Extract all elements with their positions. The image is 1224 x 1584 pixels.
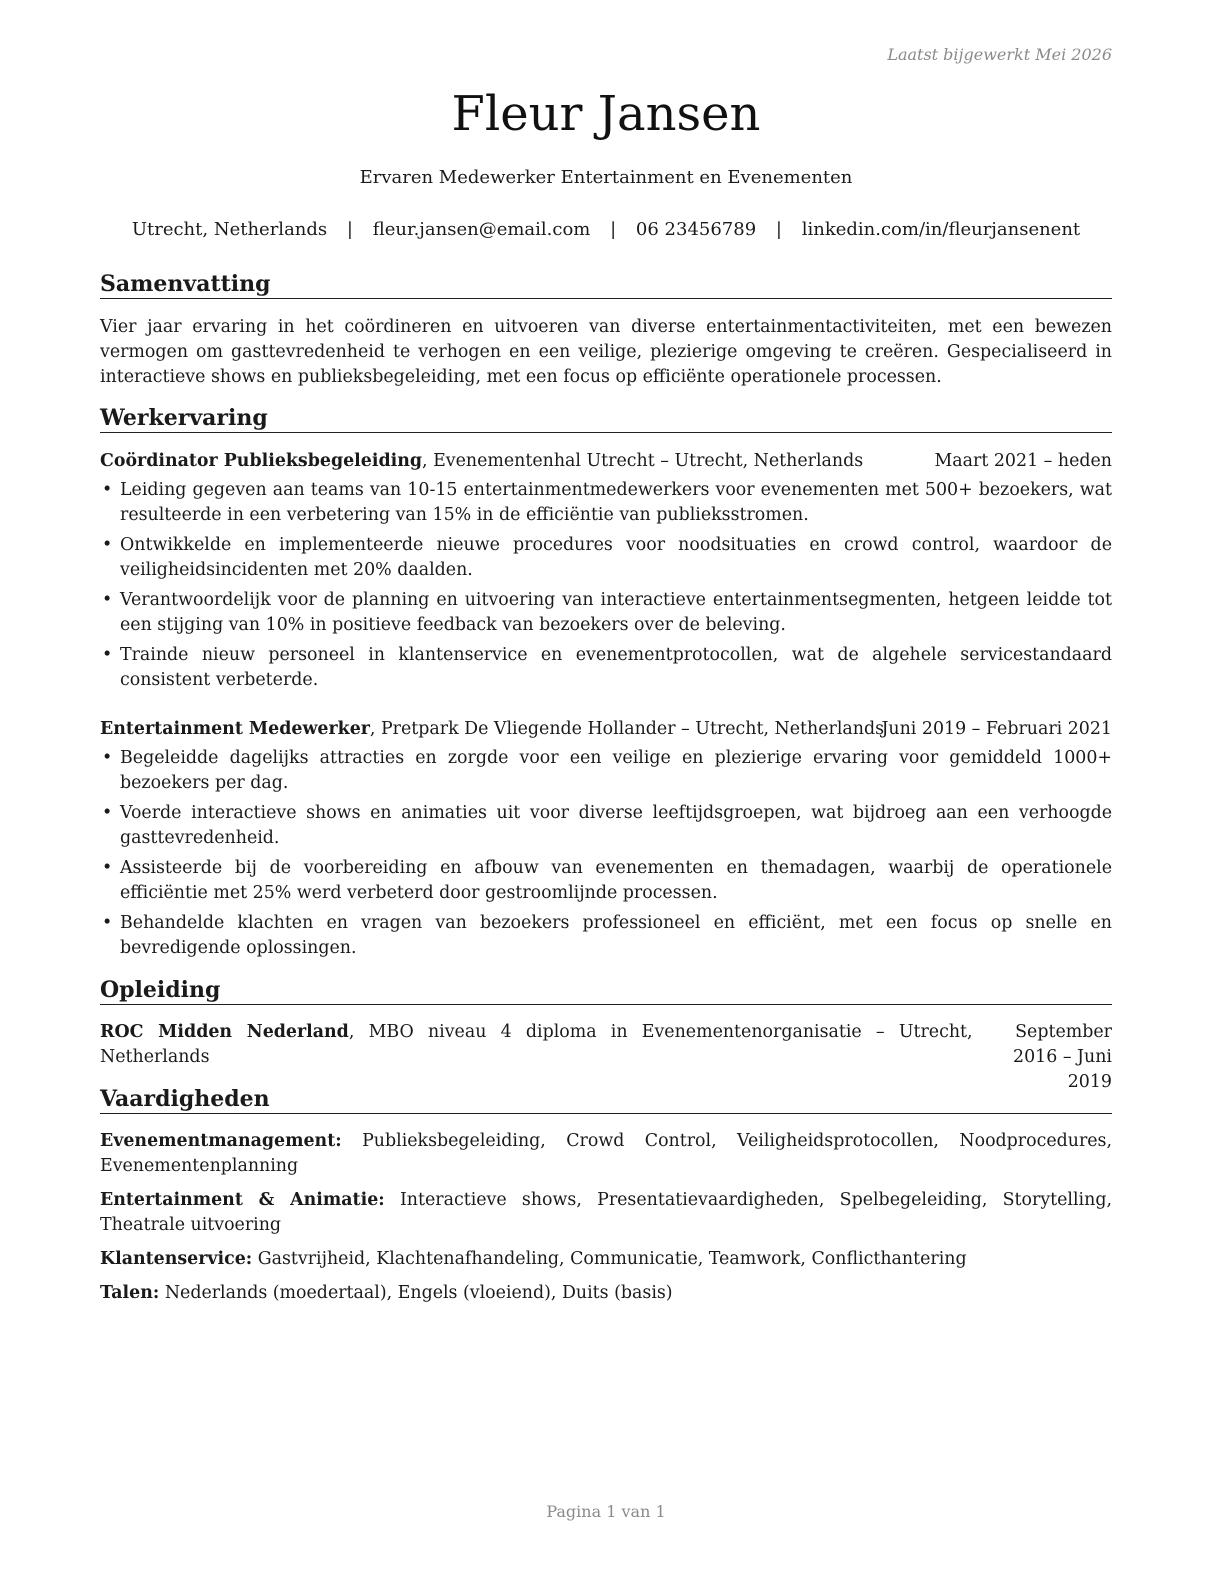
job-header xyxy=(100,449,1112,474)
education-school: ROC Midden Nederland xyxy=(100,1022,349,1042)
job-bullets xyxy=(100,478,1112,693)
contact-separator: | xyxy=(775,219,782,240)
job-entry xyxy=(100,717,1112,966)
skills-list xyxy=(100,1129,1112,1315)
contact-line xyxy=(100,219,1112,240)
bullet-item: • Behandelde klachten en vragen van bezoekers professioneel en efficiënt, met een focus op snelle en bevredigende oplossingen. xyxy=(100,911,1112,961)
contact-separator: | xyxy=(610,219,617,240)
contact-linkedin[interactable]: linkedin.com/in/fleurjansenent xyxy=(801,219,1081,240)
job-role: Coördinator Publieksbegeleiding xyxy=(100,451,423,471)
job-role: Entertainment Medewerker xyxy=(100,719,370,739)
contact-separator: | xyxy=(346,219,353,240)
bullet-item: • Leiding gegeven aan teams van 10-15 entertainmentmedewerkers voor evenementen met 500+ bezoekers, wat resulteerde in een verbetering van 15% in de efficiëntie van publieksstromen. xyxy=(100,478,1112,528)
skill-row xyxy=(100,1281,1112,1306)
education-details: , MBO niveau 4 diploma in Evenementenorganisatie – Utrecht, Netherlands xyxy=(100,1022,973,1067)
resume-page xyxy=(100,0,1112,1584)
job-company: , Evenementenhal Utrecht – Utrecht, Netherlands xyxy=(422,451,864,471)
section-heading-skills: Vaardigheden xyxy=(100,1086,1112,1114)
job-entry xyxy=(100,449,1112,698)
skill-value: Interactieve shows, Presentatievaardigheden, Spelbegeleiding, Storytelling, Theatrale uitvoering xyxy=(100,1190,1112,1235)
bullet-item: • Verantwoordelijk voor de planning en uitvoering van interactieve entertainmentsegmenten, hetgeen leidde tot een stijging van 10% in positieve feedback van bezoekers over de beleving. xyxy=(100,588,1112,638)
summary-text: Vier jaar ervaring in het coördineren en uitvoeren van diverse entertainmentactiviteiten, met een bewezen vermogen om gasttevredenheid te verhogen en een veilige, plezierige omgeving te creëren. Gespecialiseerd in interactieve shows en publieksbegeleiding, met een focus op efficiënte operationele processen. xyxy=(100,317,1112,387)
education-dates: September 2016 – Juni 2019 xyxy=(1013,1022,1112,1092)
bullet-item: • Trainde nieuw personeel in klantenservice en evenementprotocollen, wat de algehele servicestandaard consistent verbeterde. xyxy=(100,643,1112,693)
job-company: , Pretpark De Vliegende Hollander – Utrecht, Netherlands xyxy=(369,719,885,739)
contact-location: Utrecht, Netherlands xyxy=(131,219,328,240)
last-updated: Laatst bijgewerkt Mei 2026 xyxy=(887,45,1112,64)
skill-label: Evenementmanagement: xyxy=(100,1131,342,1151)
job-bullets xyxy=(100,746,1112,961)
skill-row xyxy=(100,1247,1112,1272)
section-heading-education: Opleiding xyxy=(100,977,1112,1005)
job-header xyxy=(100,717,1112,742)
skill-value: Gastvrijheid, Klachtenafhandeling, Communicatie, Teamwork, Conflicthantering xyxy=(257,1249,967,1269)
bullet-item: • Assisteerde bij de voorbereiding en afbouw van evenementen en themadagen, waarbij de operationele efficiëntie met 25% werd verbeterd door gestroomlijnde processen. xyxy=(100,856,1112,906)
skill-row xyxy=(100,1188,1112,1238)
section-heading-experience: Werkervaring xyxy=(100,405,1112,433)
page-number: Pagina 1 van 1 xyxy=(546,1502,666,1521)
bullet-item: • Voerde interactieve shows en animaties uit voor diverse leeftijdsgroepen, wat bijdroeg aan een verhoogde gasttevredenheid. xyxy=(100,801,1112,851)
contact-phone[interactable]: 06 23456789 xyxy=(635,219,757,240)
skill-label: Talen: xyxy=(100,1283,160,1303)
skill-row xyxy=(100,1129,1112,1179)
candidate-name: Fleur Jansen xyxy=(451,86,761,142)
skill-value: Publieksbegeleiding, Crowd Control, Veiligheidsprotocollen, Noodprocedures, Evenementenplanning xyxy=(100,1131,1113,1176)
skill-label: Klantenservice: xyxy=(100,1249,253,1269)
section-heading-summary: Samenvatting xyxy=(100,271,1112,299)
candidate-title: Ervaren Medewerker Entertainment en Evenementen xyxy=(359,167,853,188)
skill-value: Nederlands (moedertaal), Engels (vloeiend), Duits (basis) xyxy=(164,1283,673,1303)
education-institution xyxy=(100,1020,973,1095)
contact-email[interactable]: fleur.jansen@email.com xyxy=(372,219,591,240)
bullet-item: • Begeleidde dagelijks attracties en zorgde voor een veilige en plezierige ervaring voor gemiddeld 1000+ bezoekers per dag. xyxy=(100,746,1112,796)
skill-label: Entertainment & Animatie: xyxy=(100,1190,385,1210)
education-entry xyxy=(100,1020,1112,1095)
job-dates: Juni 2019 – Februari 2021 xyxy=(881,719,1112,739)
bullet-item: • Ontwikkelde en implementeerde nieuwe procedures voor noodsituaties en crowd control, waardoor de veiligheidsincidenten met 20% daalden. xyxy=(100,533,1112,583)
job-dates: Maart 2021 – heden xyxy=(934,451,1112,471)
